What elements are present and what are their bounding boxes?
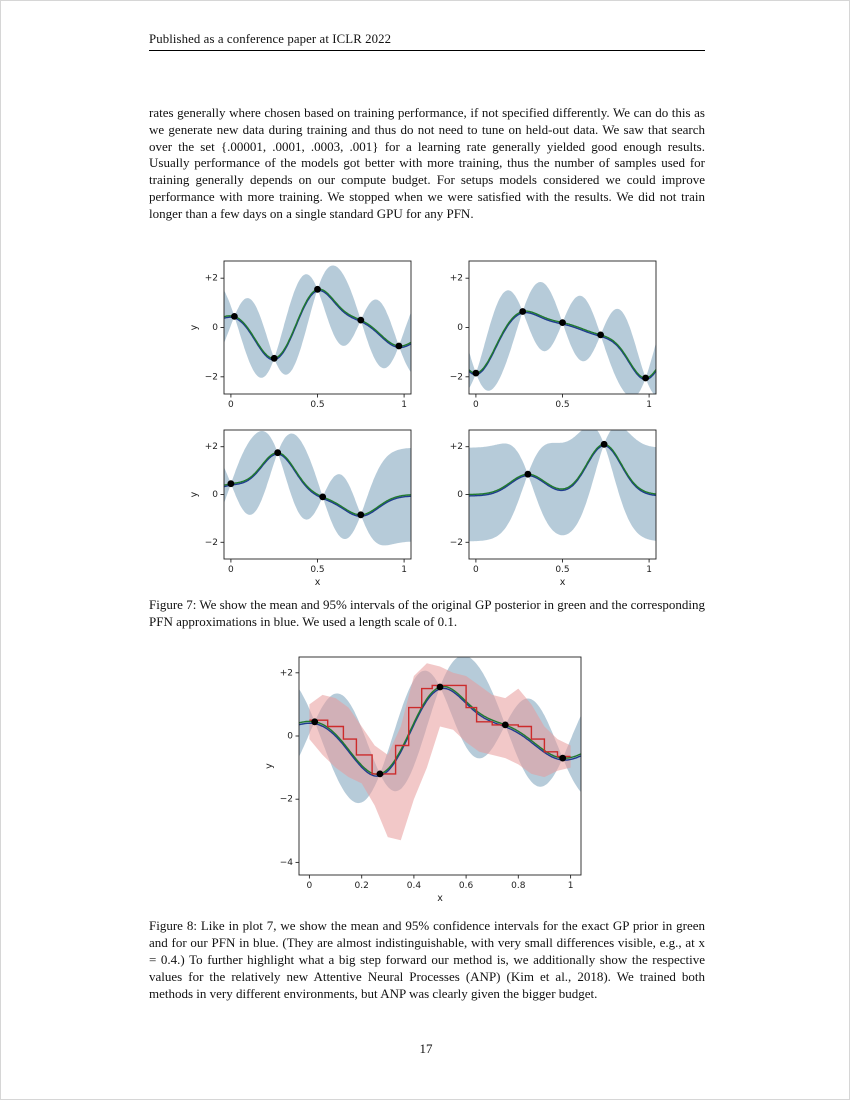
data-point [311,718,318,725]
x-tick-label: 1 [401,565,407,575]
figure7-caption: Figure 7: We show the mean and 95% intervals of the original GP posterior in green and the corresponding PFN approximations in blue. We used a length scale of 0.1. [149,597,705,629]
figure7-plot-bottom-left [186,422,421,589]
x-tick-label: 0.5 [555,400,570,410]
y-tick-label: 0 [457,323,463,333]
data-point [473,370,480,377]
figure8-plot [261,649,591,905]
page-number: 17 [419,1041,433,1056]
y-tick-label: −2 [449,372,463,383]
y-tick-label: −2 [279,794,293,805]
y-tick-label: +2 [449,273,463,284]
x-tick-label: 1 [567,881,574,891]
data-point [319,494,326,501]
figure7-plot-grid [186,253,666,589]
x-tick-label: 0 [228,565,234,575]
data-point [597,332,604,339]
y-tick-label: 0 [212,323,218,333]
x-tick-label: 0.5 [310,565,325,575]
confidence-band [224,431,411,545]
data-point [559,319,566,326]
y-tick-label: 0 [287,731,293,742]
data-point [357,511,364,518]
data-point [231,313,238,320]
y-tick-label: +2 [279,668,293,679]
data-point [274,449,281,456]
y-tick-label: −2 [204,372,218,383]
x-tick-label: 1 [646,565,652,575]
y-tick-label: −4 [279,857,293,868]
data-point [525,471,532,478]
x-tick-label: 0 [228,400,234,410]
x-tick-label: 0.2 [354,881,369,891]
confidence-band [224,266,411,378]
x-tick-label: 0 [473,565,479,575]
y-tick-label: 0 [457,490,463,500]
y-tick-label: +2 [204,442,218,453]
x-axis-label: x [437,893,443,904]
confidence-band [469,282,656,394]
data-point [357,317,364,324]
data-point [642,375,649,382]
figure7-plot-top-left [186,253,421,420]
figure7-plot-top-right [431,253,666,420]
x-axis-label: x [559,577,566,588]
x-tick-label: 0.6 [458,881,474,891]
x-tick-label: 1 [401,400,407,410]
y-axis-label: y [189,324,200,331]
x-tick-label: 0.5 [310,400,325,410]
y-tick-label: +2 [204,273,218,284]
body-paragraph: rates generally where chosen based on training performance, if not specified differently. We can do this as we generate new data during training and thus do not need to tune on held-out data. We saw that search over the set {.00001, .0001, .0003, .001} for a learning rate generally yielded good enough results. Usually performance of the models got better with more training, thus the number of samples used for training generally depends on our compute budget. For setups models considered we could improve performance with more training. We stopped when we were satisfied with the results. We did not train longer than a few days on a single standard GPU for any PFN. [149,105,705,221]
y-axis-label: y [264,763,275,769]
data-point [396,343,403,350]
figure7-plot-bottom-right [431,422,666,589]
data-point [314,286,321,293]
data-point [559,755,566,762]
data-point [377,771,384,778]
y-tick-label: 0 [212,490,218,500]
data-point [271,355,278,362]
figure8-caption: Figure 8: Like in plot 7, we show the mean and 95% confidence intervals for the exact GP prior in green and for our PFN in blue. (They are almost indistinguishable, with very small differences visible, e.g., at x = 0.4.) To further highlight what a big step forward our method is, we additionally show the respective values for the relatively new Attentive Neural Processes (ANP) (Kim et al., 2018). We trained both methods in very different environments, but ANP was clearly given the bigger budget. [149,918,705,1001]
x-tick-label: 0.5 [555,565,570,575]
y-tick-label: +2 [449,442,463,453]
data-point [502,722,509,729]
confidence-band [469,430,656,541]
running-header: Published as a conference paper at ICLR 2022 [149,32,392,46]
x-tick-label: 0 [306,881,313,891]
x-tick-label: 0 [473,400,479,410]
x-tick-label: 0.4 [406,881,422,891]
y-axis-label: y [189,491,200,498]
data-point [601,441,608,448]
y-tick-label: −2 [449,537,463,548]
header-rule [149,50,705,51]
data-point [437,684,444,691]
data-point [519,308,526,315]
data-point [228,480,235,487]
y-tick-label: −2 [204,537,218,548]
x-tick-label: 0.8 [511,881,526,891]
x-axis-label: x [314,577,321,588]
figure8-plot-area [261,649,591,907]
x-tick-label: 1 [646,400,652,410]
